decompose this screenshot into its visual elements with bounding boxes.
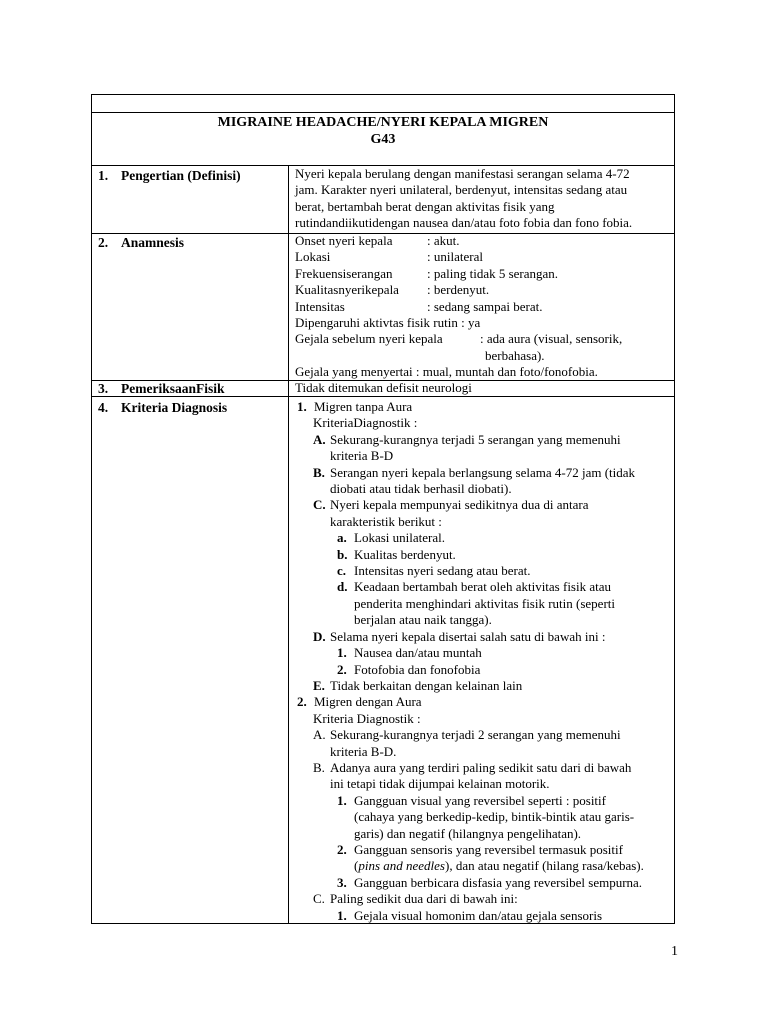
text-line: Nyeri kepala berulang dengan manifestasi serangan selama 4-72	[295, 166, 630, 181]
list-item: c. Intensitas nyeri sedang atau berat.	[337, 563, 531, 579]
table-rule	[91, 112, 675, 113]
document-code: G43	[370, 132, 396, 147]
list-item: D. Selama nyeri kepala disertai salah satu di bawah ini :	[313, 628, 606, 644]
table-border-left	[91, 94, 92, 924]
anamnesis-intensitas: Intensitas : sedang sampai berat.	[295, 298, 543, 314]
anamnesis-kualitas: Kualitasnyerikepala : berdenyut.	[295, 282, 490, 298]
section-label-definisi: 1. Pengertian (Definisi)	[98, 168, 241, 183]
list-item: 1. Nausea dan/atau muntah	[337, 645, 482, 661]
page-number: 1	[671, 944, 678, 959]
document-table	[91, 94, 675, 923]
table-rule	[91, 94, 675, 95]
list-item: 1. Migren tanpa Aura	[297, 399, 413, 414]
text-line: KriteriaDiagnostik :	[313, 415, 418, 431]
section-label-anamnesis: 2. Anamnesis	[98, 235, 185, 250]
anamnesis-frekuensi: Frekuensiserangan : paling tidak 5 serangan.	[295, 265, 559, 281]
text-line: Kriteria Diagnostik :	[313, 710, 421, 726]
table-border-right	[674, 94, 675, 924]
list-item: 2. Gangguan sensoris yang reversibel termasuk positif (pins and needles), dan atau negatif (hilang rasa/kebas).	[337, 841, 644, 874]
list-item: b. Kualitas berdenyut.	[337, 546, 456, 562]
text-line: jam. Karakter nyeri unilateral, berdenyut, intensitas sedang atau	[295, 182, 628, 198]
anamnesis-gejala: Gejala sebelum nyeri kepala : ada aura (visual, sensorik,	[295, 331, 623, 347]
anamnesis-menyertai: Gejala yang menyertai : mual, muntah dan foto/fonofobia.	[295, 364, 598, 380]
list-item: A. Sekurang-kurangnya terjadi 5 serangan yang memenuhi kriteria B-D	[313, 431, 621, 464]
pemeriksaan-text: Tidak ditemukan defisit neurologi	[295, 380, 472, 395]
list-item: E. Tidak berkaitan dengan kelainan lain	[313, 677, 523, 693]
anamnesis-text	[295, 233, 671, 381]
list-item: d. Keadaan bertambah berat oleh aktivitas fisik atau penderita menghindari aktivitas fisik rutin (seperti berjalan atau naik tangga).	[337, 579, 616, 628]
column-divider	[288, 165, 289, 924]
list-item: B. Serangan nyeri kepala berlangsung selama 4-72 jam (tidak diobati atau tidak berhasil diobati).	[313, 464, 636, 497]
document-title: MIGRAINE HEADACHE/NYERI KEPALA MIGREN	[217, 115, 549, 130]
section-label-pemeriksaan: 3. PemeriksaanFisik	[98, 381, 225, 396]
anamnesis-lokasi: Lokasi : unilateral	[295, 249, 483, 265]
anamnesis-gejala-cont: berbahasa).	[485, 347, 545, 363]
anamnesis-onset: Onset nyeri kepala : akut.	[295, 233, 460, 248]
section-label-kriteria: 4. Kriteria Diagnosis	[98, 400, 228, 415]
list-item: C. Paling sedikit dua dari di bawah ini:	[313, 891, 518, 907]
list-item: C. Nyeri kepala mempunyai sedikitnya dua di antara karakteristik berikut :	[313, 497, 589, 529]
anamnesis-dipengaruhi: Dipengaruhi aktivtas fisik rutin : ya	[295, 315, 481, 331]
list-item: 3. Gangguan berbicara disfasia yang reversibel sempurna.	[337, 874, 643, 890]
list-item: A. Sekurang-kurangnya terjadi 2 serangan yang memenuhi kriteria B-D.	[313, 727, 621, 759]
list-item: 1. Gejala visual homonim dan/atau gejala sensoris	[337, 907, 603, 923]
text-line: berat, bertambah berat dengan aktivitas fisik yang	[295, 198, 555, 214]
list-item: B. Adanya aura yang terdiri paling sedikit satu dari di bawah ini tetapi tidak dijumpai kelainan motorik.	[313, 759, 632, 792]
definisi-text	[295, 166, 671, 232]
text-line: rutindandiikutidengan nausea dan/atau foto fobia dan fono fobia.	[295, 215, 633, 231]
list-item: 2. Migren dengan Aura	[297, 694, 422, 710]
list-item: a. Lokasi unilateral.	[337, 530, 445, 546]
kriteria-text	[297, 399, 673, 924]
list-item: 2. Fotofobia dan fonofobia	[337, 661, 481, 677]
list-item: 1. Gangguan visual yang reversibel seperti : positif (cahaya yang berkedip-kedip, bintik-bintik atau garis- garis) dan negatif (hilangnya pengelihatan).	[337, 792, 635, 841]
